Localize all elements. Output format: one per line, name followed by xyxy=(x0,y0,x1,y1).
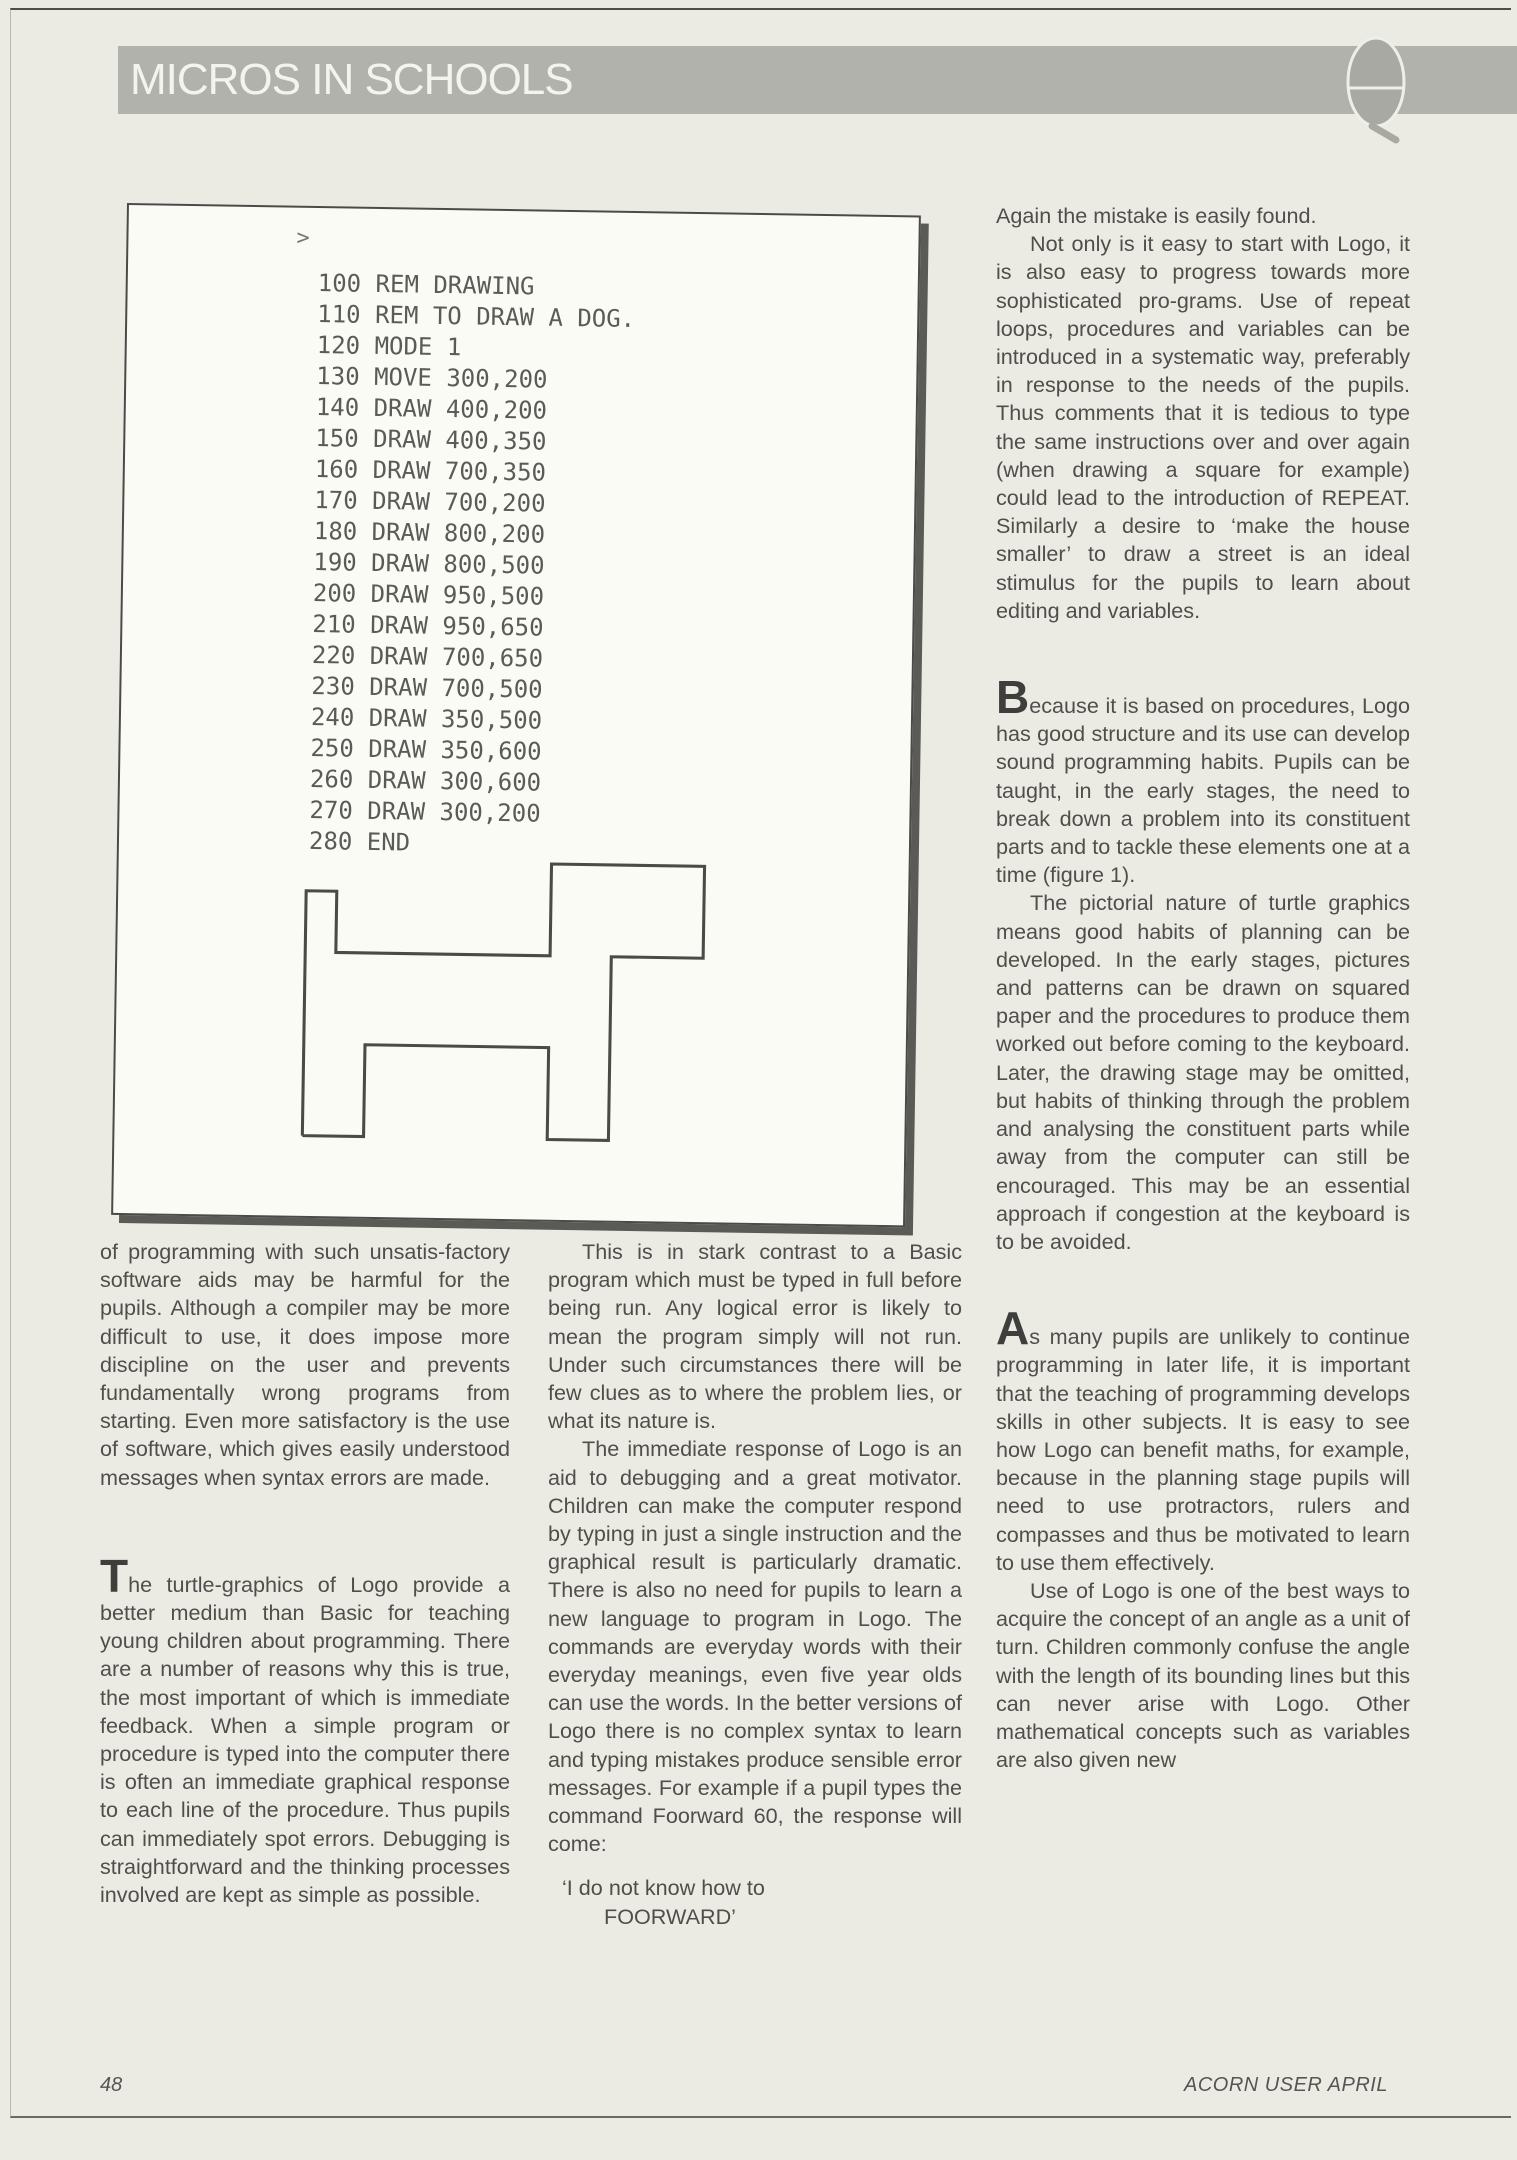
code-line: 230 DRAW 700,500 xyxy=(311,671,543,704)
code-line: 270 DRAW 300,200 xyxy=(309,795,541,828)
program-listing-figure xyxy=(111,203,921,1227)
acorn-logo-icon xyxy=(1336,30,1416,145)
code-line: 110 REM TO DRAW A DOG. xyxy=(317,300,636,333)
paragraph: Because it is based on procedures, Logo has good structure and its use can develop sound programming habits. Pupils can be taught, in the early stages, the need to break down a problem into its constituent parts and to tackle these elements one at a time (figure 1). xyxy=(996,671,1410,888)
paragraph: of programming with such unsatis-factory software aids may be harmful for the pupils. Although a compiler may be more difficult to use, it does impose more discipline on the user and prevents fundamentally wrong programs from starting. Even more satisfactory is the use of software, which gives easily understood messages when syntax errors are made. xyxy=(100,1239,510,1490)
drop-cap: B xyxy=(996,671,1030,724)
paragraph: Use of Logo is one of the best ways to acquire the concept of an angle as a unit of turn. Children commonly confuse the angle with the length of its bounding lines but this can never arise with Logo. Other mathematical concepts such as variables are also given new xyxy=(996,1577,1410,1773)
dog-outline-drawing xyxy=(234,847,779,1155)
paragraph: The pictorial nature of turtle graphics means good habits of planning can be developed. In the early stages, pictures and patterns can be drawn on squared paper and the procedures to produce them worked out before coming to the keyboard. Later, the drawing stage may be omitted, but habits of thinking through the problem and analysing the constituent parts while away from the computer can still be encouraged. This may be an essential approach if congestion at the keyboard is to be avoided. xyxy=(996,890,1410,1254)
page-number: 48 xyxy=(100,2074,123,2096)
code-line: 180 DRAW 800,200 xyxy=(313,516,546,549)
drop-cap: T xyxy=(100,1549,129,1602)
code-line: 130 MOVE 300,200 xyxy=(316,361,548,394)
magazine-footer: ACORN USER APRIL xyxy=(1184,2074,1388,2096)
code-line: 220 DRAW 700,650 xyxy=(311,640,544,673)
paragraph: The immediate response of Logo is an aid to debugging and a great motivator. Children can make the computer respond by typing in just a single instruction and the graphical result is particularly dramatic. There is also no need for pupils to learn a new language to program in Logo. The commands are everyday words with their everyday meanings, even five year olds can use the words. In the better versions of Logo there is no complex syntax to learn and typing mistakes produce sensible error messages. For example if a pupil types the command Foorward 60, the response will come: xyxy=(548,1436,962,1857)
command-prompt: > xyxy=(296,225,310,251)
error-message-quote: ‘I do not know how to FOORWARD’ xyxy=(562,1875,765,1929)
paragraph: The turtle-graphics of Logo provide a better medium than Basic for teaching young children about programming. There are a number of reasons why this is true, the most important of which is immediate feedback. When a simple program or procedure is typed into the computer there is often an immediate graphical response to each line of the procedure. Thus pupils can immediately spot errors. Debugging is straightforward and the thinking processes involved are kept as simple as possible. xyxy=(100,1549,510,1908)
code-line: 140 DRAW 400,200 xyxy=(315,392,548,425)
paragraph: As many pupils are unlikely to continue programming in later life, it is important that the teaching of programming develops skills in other subjects. It is easy to see how Logo can benefit maths, for example, because in the planning stage pupils will need to use protractors, rulers and compasses and thus be motivated to learn to use them effectively. xyxy=(996,1302,1410,1575)
code-line: 170 DRAW 700,200 xyxy=(314,485,546,518)
paragraph: Not only is it easy to start with Logo, it is also easy to progress towards more sophisticated pro-grams. Use of repeat loops, procedures and variables can be introduced in a systematic way, preferably in response to the needs of the pupils. Thus comments that it is tedious to type the same instructions over and over again (when drawing a square for example) could lead to the introduction of REPEAT. Similarly a desire to ‘make the house smaller’ to draw a street is an ideal stimulus for the pupils to learn about editing and variables. xyxy=(996,231,1410,623)
article-column-left xyxy=(100,1238,510,1909)
code-line: 240 DRAW 350,500 xyxy=(310,702,543,735)
code-line: 150 DRAW 400,350 xyxy=(315,423,547,456)
paragraph: Again the mistake is easily found. xyxy=(996,203,1317,228)
article-column-right xyxy=(996,202,1410,1774)
code-line: 260 DRAW 300,600 xyxy=(309,764,542,797)
section-title: MICROS IN SCHOOLS xyxy=(130,55,573,104)
code-line: 210 DRAW 950,650 xyxy=(312,609,544,642)
code-line: 190 DRAW 800,500 xyxy=(313,547,545,580)
drop-cap: A xyxy=(996,1302,1030,1355)
code-line: 100 REM DRAWING xyxy=(317,269,535,301)
code-line: 160 DRAW 700,350 xyxy=(314,454,547,487)
code-line: 280 END xyxy=(308,826,411,857)
code-line: 250 DRAW 350,600 xyxy=(310,733,542,766)
code-line: 120 MODE 1 xyxy=(316,331,462,362)
code-line: 200 DRAW 950,500 xyxy=(312,578,545,611)
paragraph: This is in stark contrast to a Basic program which must be typed in full before being run. Any logical error is likely to mean the program simply will not run. Under such circumstances there will be few clues as to where the problem lies, or what its nature is. xyxy=(548,1239,962,1434)
basic-listing xyxy=(309,268,636,862)
article-column-middle xyxy=(548,1238,962,1931)
